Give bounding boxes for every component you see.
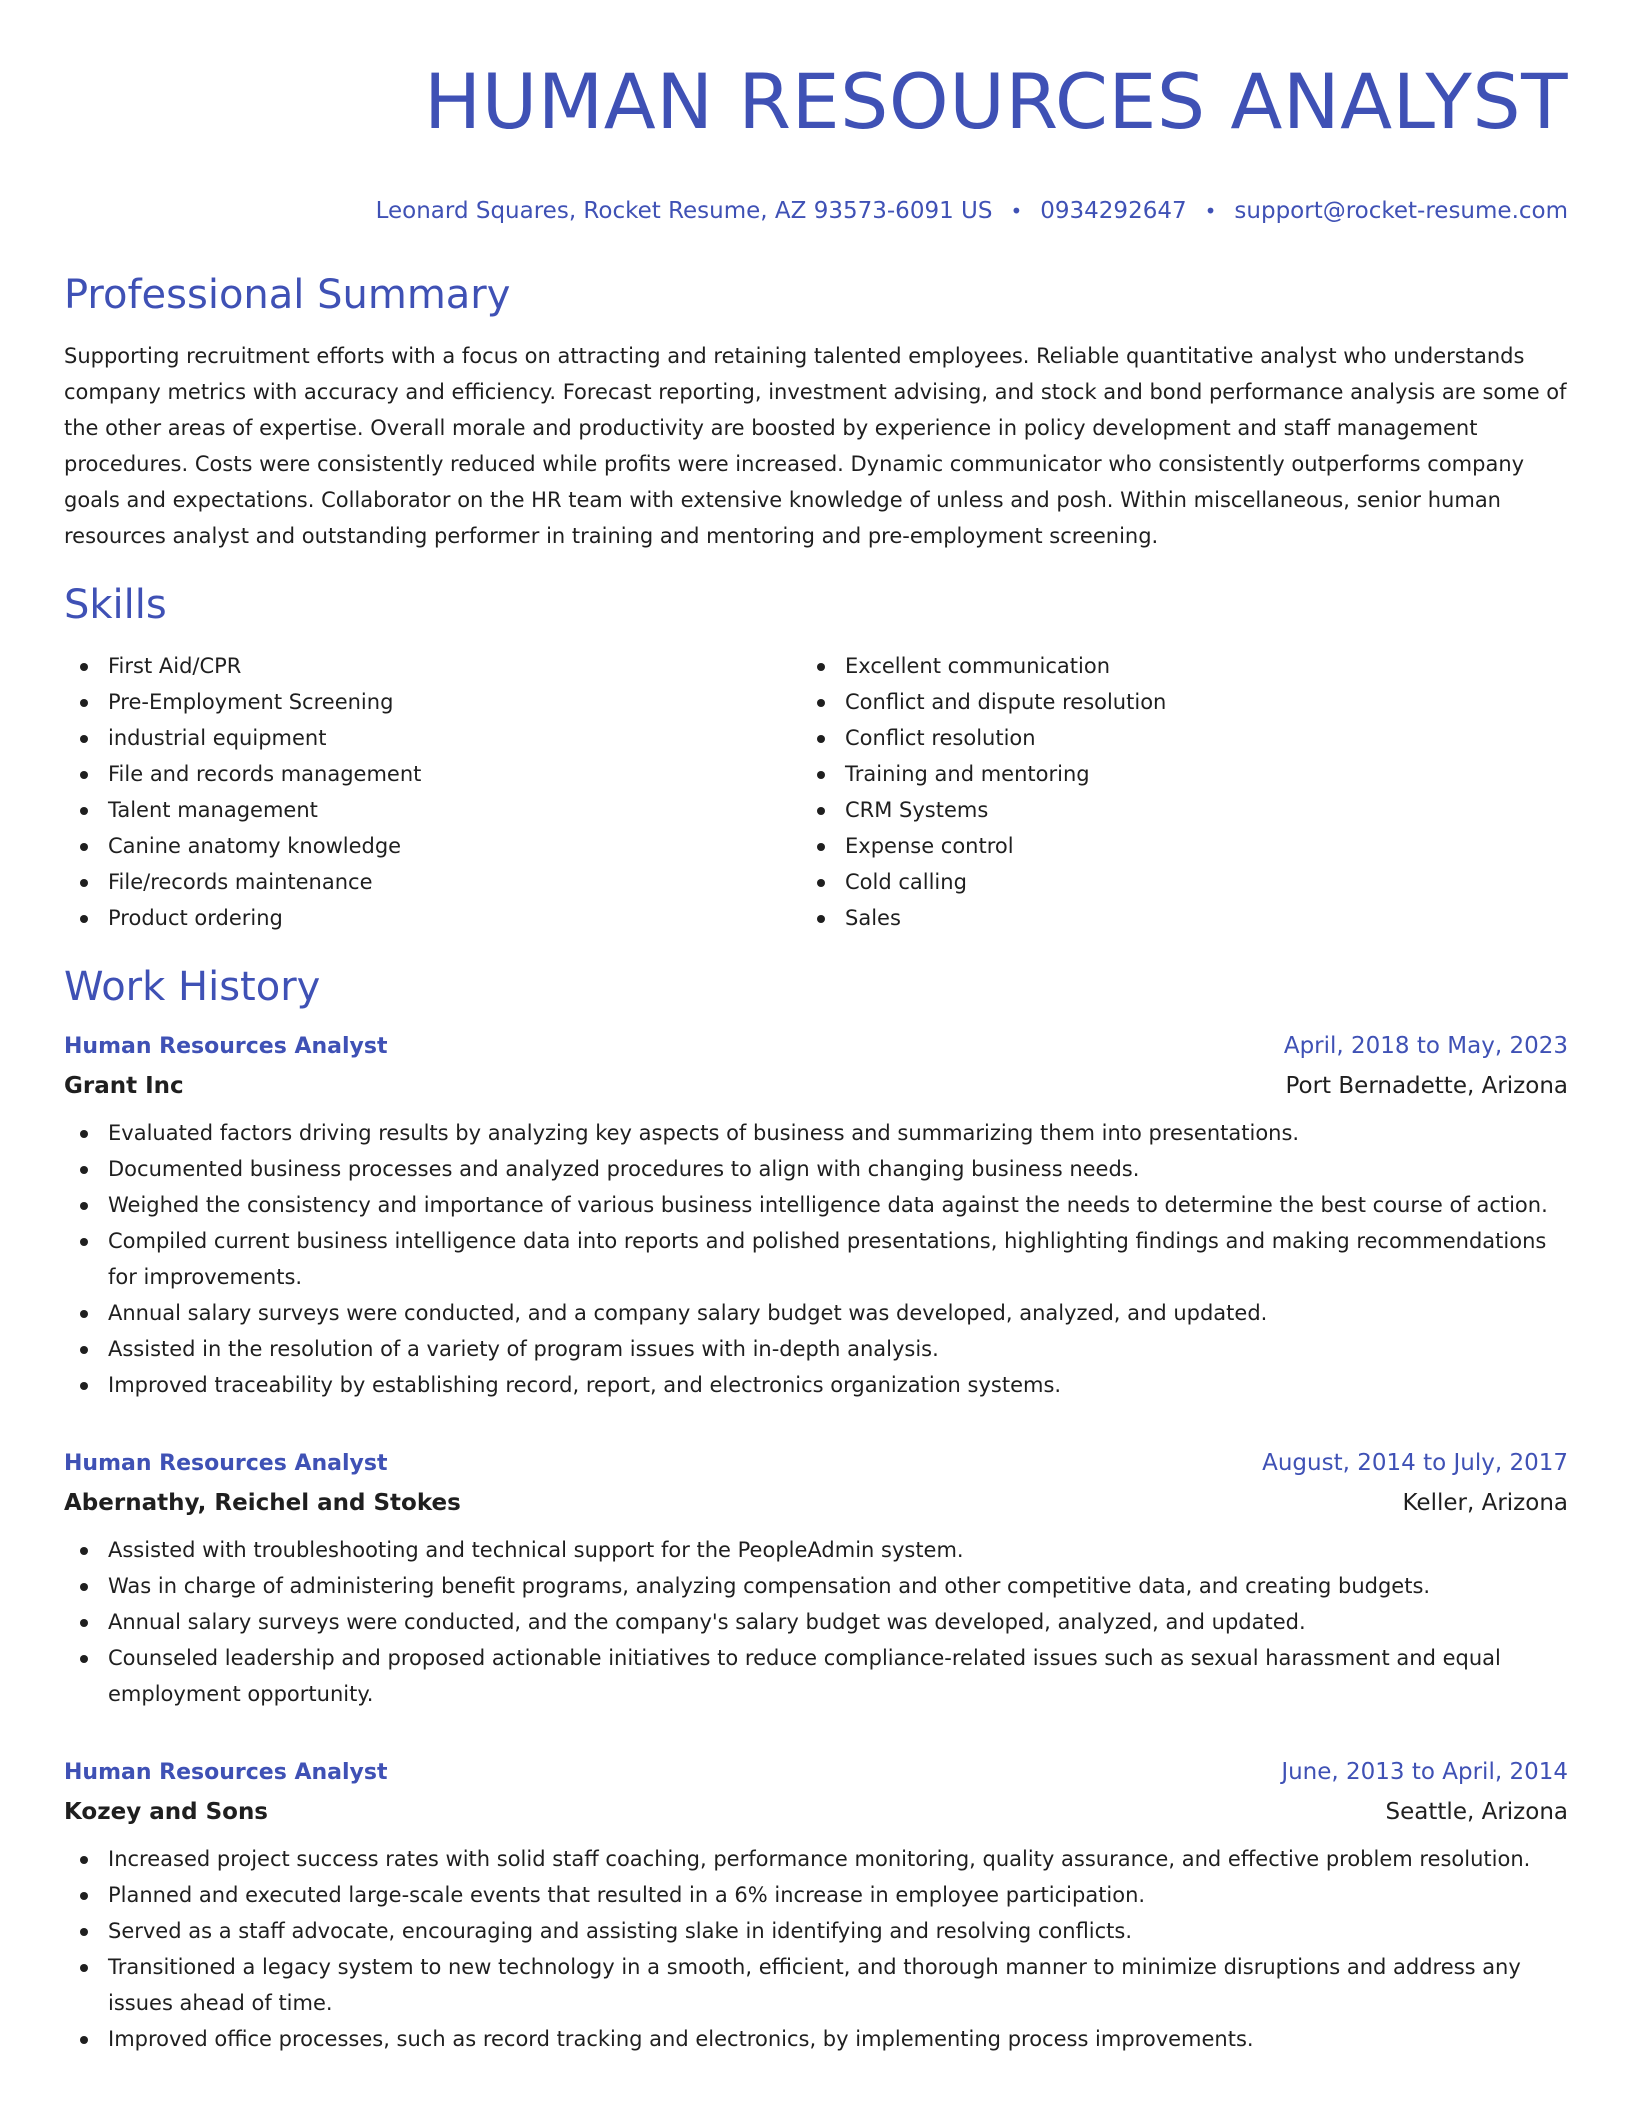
work-history-heading: Work History bbox=[64, 964, 321, 1010]
contact-address: Leonard Squares, Rocket Resume, AZ 93573-6091 US bbox=[375, 198, 993, 224]
job-company-row bbox=[64, 1484, 1568, 1522]
job-title-row bbox=[64, 1026, 1568, 1067]
job-title-row bbox=[64, 1443, 1568, 1484]
skill-item: industrial equipment bbox=[64, 720, 801, 756]
skill-item: Cold calling bbox=[801, 864, 1568, 900]
job-entry bbox=[64, 1752, 1568, 2057]
job-bullet: Counseled leadership and proposed actionable initiatives to reduce compliance-related issues such as sexual harassment and equal employment opportunity. bbox=[64, 1640, 1568, 1712]
job-dates: August, 2014 to July, 2017 bbox=[1262, 1450, 1568, 1476]
job-location: Keller, Arizona bbox=[1402, 1490, 1568, 1516]
skill-item: Talent management bbox=[64, 792, 801, 828]
job-bullet: Assisted in the resolution of a variety of program issues with in-depth analysis. bbox=[64, 1331, 1568, 1367]
job-dates: June, 2013 to April, 2014 bbox=[1281, 1759, 1568, 1785]
skill-item: File/records maintenance bbox=[64, 864, 801, 900]
skill-item: Expense control bbox=[801, 828, 1568, 864]
job-bullet: Weighed the consistency and importance of various business intelligence data against the needs to determine the best course of action. bbox=[64, 1187, 1568, 1223]
skill-item: Conflict and dispute resolution bbox=[801, 684, 1568, 720]
skill-item: File and records management bbox=[64, 756, 801, 792]
job-entry bbox=[64, 1026, 1568, 1403]
skill-item: First Aid/CPR bbox=[64, 648, 801, 684]
skill-item: Training and mentoring bbox=[801, 756, 1568, 792]
job-bullet: Compiled current business intelligence data into reports and polished presentations, highlighting findings and making recommendations for improvements. bbox=[64, 1223, 1568, 1295]
job-bullet: Documented business processes and analyzed procedures to align with changing business needs. bbox=[64, 1151, 1568, 1187]
skill-item: Pre-Employment Screening bbox=[64, 684, 801, 720]
job-title: Human Resources Analyst bbox=[64, 1034, 388, 1059]
skills-heading: Skills bbox=[64, 582, 167, 628]
skill-item: Excellent communication bbox=[801, 648, 1568, 684]
job-bullet: Increased project success rates with solid staff coaching, performance monitoring, quality assurance, and effective problem resolution. bbox=[64, 1841, 1568, 1877]
contact-phone: 0934292647 bbox=[1040, 198, 1187, 224]
job-entry bbox=[64, 1443, 1568, 1712]
skill-item: Product ordering bbox=[64, 900, 801, 936]
summary-text: Supporting recruitment efforts with a focus on attracting and retaining talented employees. Reliable quantitative analyst who understands company metrics with accuracy and efficiency. Forecast reporting, investment advising, and stock and bond performance analysis are some of the other areas of expertise. Overall morale and productivity are boosted by experience in policy development and staff management procedures. Costs were consistently reduced while profits were increased. Dynamic communicator who consistently outperforms company goals and expectations. Collaborator on the HR team with extensive knowledge of unless and posh. Within miscellaneous, senior human resources analyst and outstanding performer in training and mentoring and pre-employment screening. bbox=[64, 344, 1567, 548]
job-bullets bbox=[64, 1115, 1568, 1403]
summary-heading: Professional Summary bbox=[64, 272, 511, 318]
job-bullet: Was in charge of administering benefit programs, analyzing compensation and other competitive data, and creating budgets. bbox=[64, 1568, 1568, 1604]
skill-item: CRM Systems bbox=[801, 792, 1568, 828]
skills-column-left bbox=[64, 648, 801, 936]
job-location: Seattle, Arizona bbox=[1385, 1799, 1568, 1825]
skills-list bbox=[64, 648, 1568, 936]
job-bullets bbox=[64, 1532, 1568, 1712]
job-bullet: Improved traceability by establishing record, report, and electronics organization systems. bbox=[64, 1367, 1568, 1403]
skill-item: Conflict resolution bbox=[801, 720, 1568, 756]
job-bullets bbox=[64, 1841, 1568, 2057]
job-bullet: Served as a staff advocate, encouraging and assisting slake in identifying and resolving conflicts. bbox=[64, 1913, 1568, 1949]
skill-item: Canine anatomy knowledge bbox=[64, 828, 801, 864]
resume-title: HUMAN RESOURCES ANALYST bbox=[423, 57, 1568, 146]
job-bullet: Assisted with troubleshooting and technical support for the PeopleAdmin system. bbox=[64, 1532, 1568, 1568]
job-company: Grant Inc bbox=[64, 1073, 184, 1099]
job-title-row bbox=[64, 1752, 1568, 1793]
job-bullet: Planned and executed large-scale events that resulted in a 6% increase in employee participation. bbox=[64, 1877, 1568, 1913]
contact-line bbox=[64, 196, 1568, 226]
contact-separator: • bbox=[1010, 199, 1023, 223]
skills-column-right bbox=[801, 648, 1568, 936]
job-dates: April, 2018 to May, 2023 bbox=[1283, 1033, 1568, 1059]
job-company: Abernathy, Reichel and Stokes bbox=[64, 1490, 461, 1516]
job-location: Port Bernadette, Arizona bbox=[1285, 1073, 1568, 1099]
contact-email[interactable]: support@rocket-resume.com bbox=[1234, 198, 1568, 224]
job-company: Kozey and Sons bbox=[64, 1799, 269, 1825]
contact-separator: • bbox=[1204, 199, 1217, 223]
job-bullet: Improved office processes, such as record tracking and electronics, by implementing process improvements. bbox=[64, 2021, 1568, 2057]
job-company-row bbox=[64, 1067, 1568, 1105]
skill-item: Sales bbox=[801, 900, 1568, 936]
job-bullet: Annual salary surveys were conducted, and a company salary budget was developed, analyzed, and updated. bbox=[64, 1295, 1568, 1331]
job-company-row bbox=[64, 1793, 1568, 1831]
job-bullet: Transitioned a legacy system to new technology in a smooth, efficient, and thorough manner to minimize disruptions and address any issues ahead of time. bbox=[64, 1949, 1568, 2021]
job-title: Human Resources Analyst bbox=[64, 1451, 388, 1476]
job-title: Human Resources Analyst bbox=[64, 1760, 388, 1785]
job-bullet: Annual salary surveys were conducted, and the company's salary budget was developed, analyzed, and updated. bbox=[64, 1604, 1568, 1640]
job-bullet: Evaluated factors driving results by analyzing key aspects of business and summarizing them into presentations. bbox=[64, 1115, 1568, 1151]
